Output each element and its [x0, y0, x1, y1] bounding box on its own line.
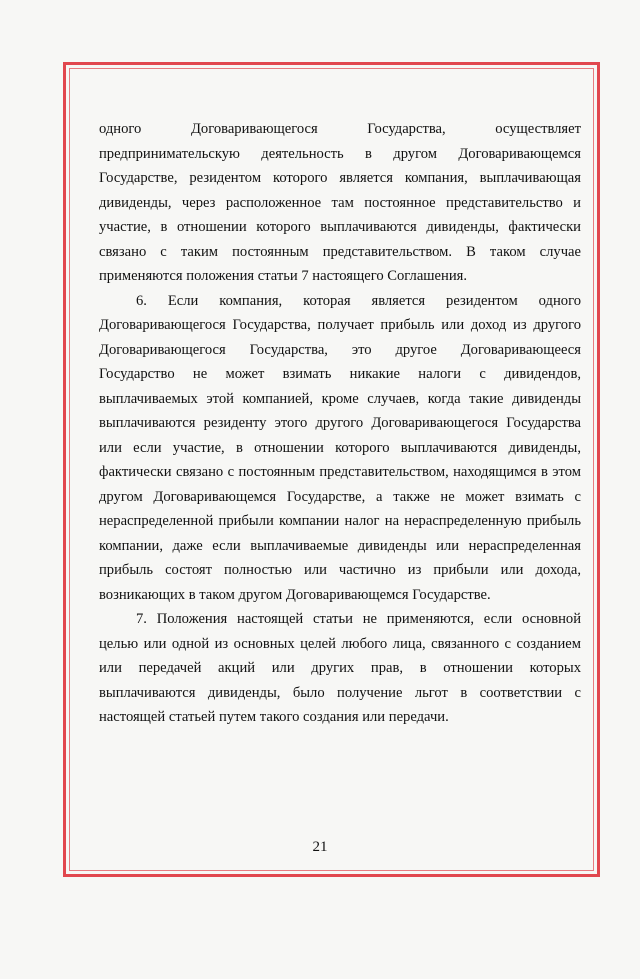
- text-line: Договаривающегося Государства, это другое Договаривающееся: [99, 341, 581, 358]
- text-line: Государстве, резидентом которого является компания, выплачивающая: [99, 170, 581, 186]
- text-line: или если участие, в отношении которого выплачиваются дивиденды,: [99, 439, 581, 456]
- text-line: одного Договаривающегося Государства, осуществляет: [99, 121, 581, 137]
- text-line: прибыль состоят полностью или частично из прибыли или дохода,: [99, 562, 581, 578]
- text-line: 7. Положения настоящей статьи не применяются, если основной: [136, 611, 581, 627]
- text-line: предпринимательскую деятельность в другом Договаривающемся: [99, 145, 581, 162]
- text-line: выплачиваются дивиденды, было получение льгот в соответствии с: [99, 684, 581, 701]
- text-line: целью или одной из основных целей любого лица, связанного с созданием: [99, 635, 581, 652]
- text-line: Государство не может взимать никакие налоги с дивидендов,: [99, 366, 581, 382]
- paragraph-6: [99, 289, 581, 608]
- text-line: связано с таким постоянным представительством. В таком случае: [99, 243, 581, 260]
- text-line: настоящей статьей путем такого создания или передачи.: [99, 709, 449, 725]
- text-line: применяются положения статьи 7 настоящего Соглашения.: [99, 268, 467, 284]
- text-line: фактически связано с постоянным представительством, находящимся в этом: [99, 464, 581, 480]
- paragraph-7: [99, 607, 581, 730]
- text-line: 6. Если компания, которая является резидентом одного: [136, 292, 581, 309]
- document-body: [99, 117, 581, 730]
- paragraph-continuation: [99, 117, 581, 289]
- text-line: выплачиваемых этой компанией, кроме случаев, когда такие дивиденды: [99, 390, 581, 407]
- page-number: 21: [312, 839, 328, 855]
- text-line: или передачей акций или других прав, в отношении которых: [99, 660, 581, 676]
- text-line: дивиденды, через расположенное там постоянное представительство и: [99, 194, 581, 211]
- text-line: компании, даже если выплачиваемые дивиденды или нераспределенная: [99, 537, 581, 554]
- text-line: нераспределенной прибыли компании налог на нераспределенную прибыль: [99, 513, 581, 529]
- text-line: возникающих в таком другом Договаривающемся Государстве.: [99, 586, 491, 603]
- text-line: другом Договаривающемся Государстве, а также не может взимать с: [99, 488, 581, 505]
- text-line: участие, в отношении которого выплачиваются дивиденды, фактически: [99, 219, 581, 235]
- text-line: выплачиваются резиденту этого другого Договаривающегося Государства: [99, 415, 581, 431]
- text-line: Договаривающегося Государства, получает прибыль или доход из другого: [99, 317, 581, 333]
